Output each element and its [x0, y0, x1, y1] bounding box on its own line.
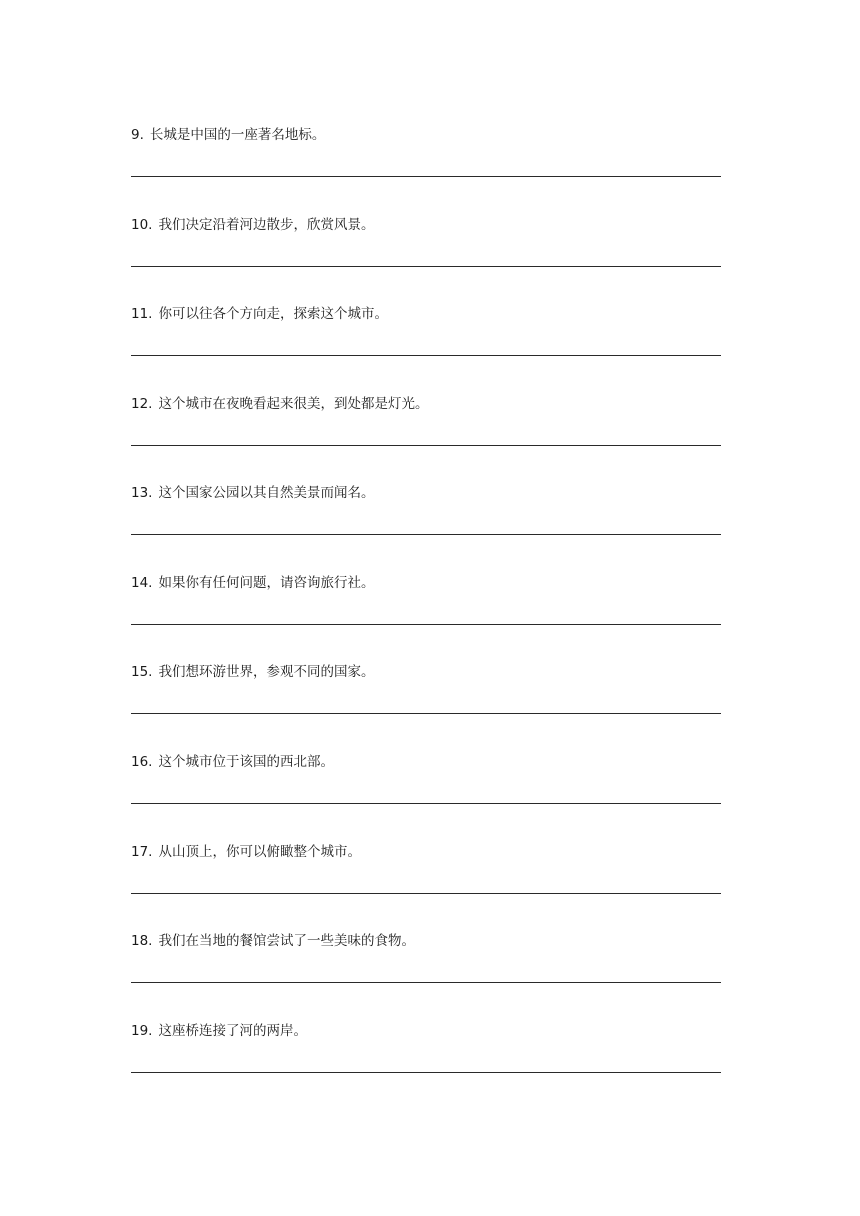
- question-number: 14.: [131, 575, 153, 591]
- question-text-row: [131, 843, 361, 861]
- question-text-row: [131, 1022, 307, 1040]
- question-item: [131, 663, 721, 753]
- question-number: 18.: [131, 933, 153, 949]
- question-number: 17.: [131, 844, 153, 860]
- question-text-row: [131, 753, 334, 771]
- answer-line[interactable]: [131, 982, 721, 983]
- question-sentence: 我们决定沿着河边散步，欣赏风景。: [158, 217, 375, 233]
- question-number: 15.: [131, 664, 153, 680]
- question-number: 10.: [131, 217, 153, 233]
- answer-line[interactable]: [131, 534, 721, 535]
- question-item: [131, 395, 721, 485]
- question-item: [131, 843, 721, 933]
- question-number: 11.: [131, 306, 153, 322]
- answer-line[interactable]: [131, 713, 721, 714]
- question-item: [131, 126, 721, 216]
- question-text-row: [131, 932, 415, 950]
- question-text-row: [131, 305, 388, 323]
- question-item: [131, 1022, 721, 1112]
- answer-line[interactable]: [131, 893, 721, 894]
- answer-line[interactable]: [131, 624, 721, 625]
- question-number: 9.: [131, 127, 144, 143]
- question-item: [131, 484, 721, 574]
- question-sentence: 这座桥连接了河的两岸。: [158, 1023, 307, 1039]
- question-sentence: 如果你有任何问题，请咨询旅行社。: [158, 575, 375, 591]
- question-sentence: 从山顶上，你可以俯瞰整个城市。: [158, 844, 361, 860]
- question-text-row: [131, 126, 325, 144]
- question-item: [131, 305, 721, 395]
- question-text-row: [131, 484, 374, 502]
- answer-line[interactable]: [131, 355, 721, 356]
- question-sentence: 这个国家公园以其自然美景而闻名。: [158, 485, 375, 501]
- question-sentence: 我们想环游世界，参观不同的国家。: [158, 664, 375, 680]
- question-text-row: [131, 574, 374, 592]
- question-sentence: 长城是中国的一座著名地标。: [149, 127, 326, 143]
- question-number: 13.: [131, 485, 153, 501]
- question-number: 19.: [131, 1023, 153, 1039]
- question-number: 16.: [131, 754, 153, 770]
- question-text-row: [131, 663, 374, 681]
- question-item: [131, 932, 721, 1022]
- question-item: [131, 574, 721, 664]
- answer-line[interactable]: [131, 266, 721, 267]
- question-text-row: [131, 395, 428, 413]
- question-item: [131, 753, 721, 843]
- question-number: 12.: [131, 396, 153, 412]
- question-sentence: 这个城市在夜晚看起来很美，到处都是灯光。: [158, 396, 429, 412]
- question-item: [131, 216, 721, 306]
- answer-line[interactable]: [131, 1072, 721, 1073]
- question-sentence: 你可以往各个方向走，探索这个城市。: [158, 306, 388, 322]
- question-text-row: [131, 216, 374, 234]
- answer-line[interactable]: [131, 803, 721, 804]
- answer-line[interactable]: [131, 176, 721, 177]
- answer-line[interactable]: [131, 445, 721, 446]
- question-sentence: 这个城市位于该国的西北部。: [158, 754, 334, 770]
- question-sentence: 我们在当地的餐馆尝试了一些美味的食物。: [158, 933, 415, 949]
